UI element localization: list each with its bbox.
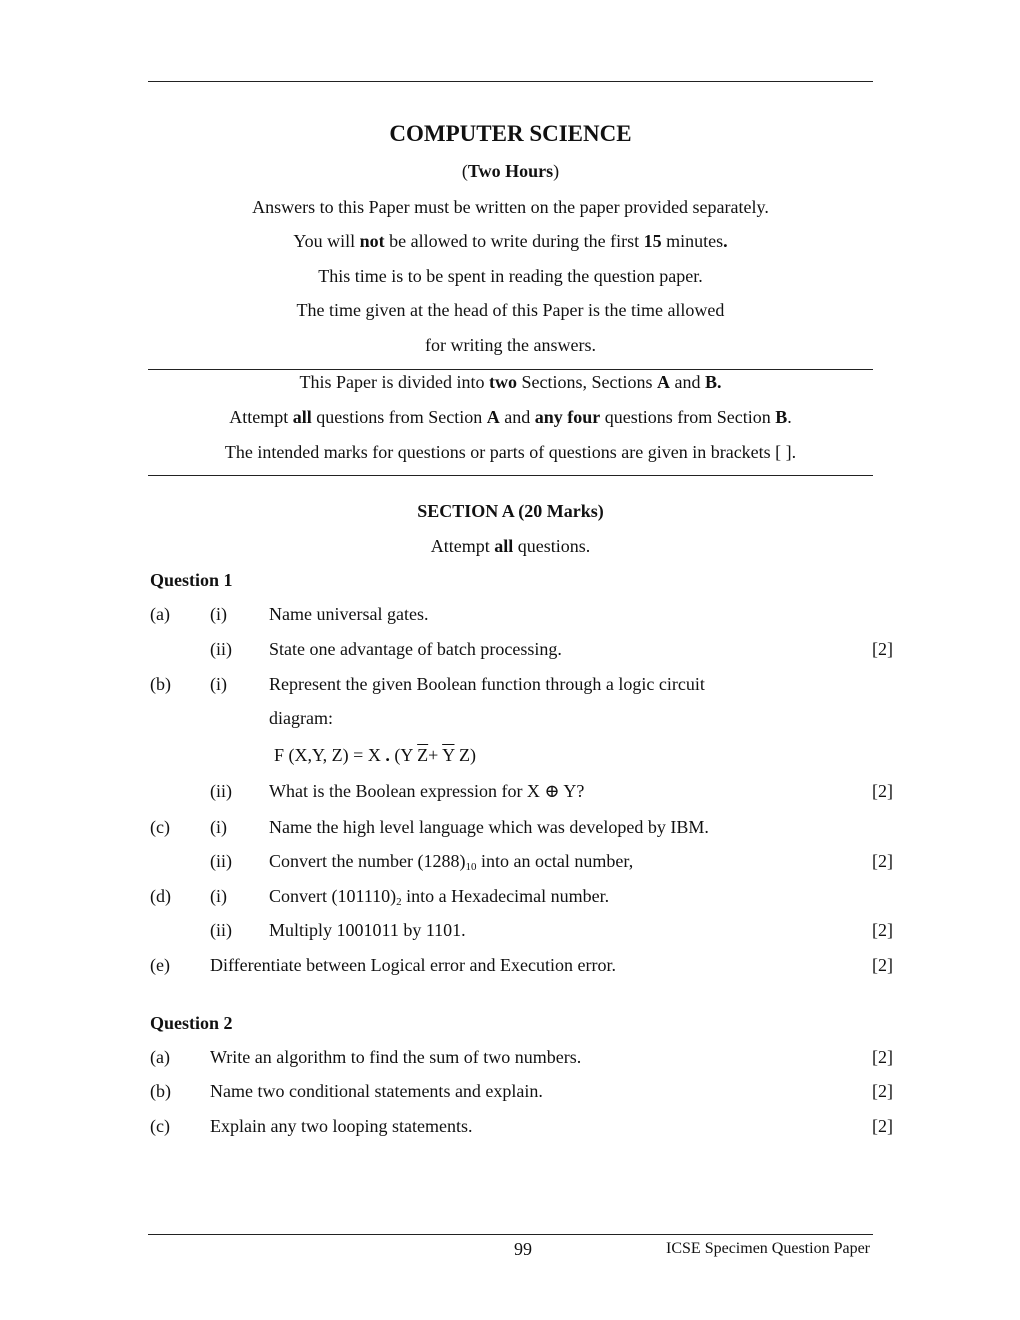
q1-c-ii-label: (ii) bbox=[210, 851, 232, 871]
footer-source: ICSE Specimen Question Paper bbox=[666, 1240, 870, 1257]
q2-a-text: Write an algorithm to find the sum of two numbers. bbox=[210, 1047, 582, 1067]
q1-a-ii-label: (ii) bbox=[210, 639, 232, 659]
q2-b-marks: [2] bbox=[872, 1081, 893, 1101]
instruction-4: The time given at the head of this Paper is the time allowed bbox=[296, 300, 725, 320]
q1-e-text: Differentiate between Logical error and Execution error. bbox=[210, 955, 616, 975]
q1-d-marks: [2] bbox=[872, 920, 893, 940]
q1-b-ii-text: What is the Boolean expression for X ⊕ Y? bbox=[269, 781, 585, 801]
sections-line: This Paper is divided into two Sections, Sections A and B. bbox=[299, 372, 722, 392]
instruction-5: for writing the answers. bbox=[425, 335, 596, 355]
q1-b-label: (b) bbox=[150, 674, 171, 694]
q2-c-marks: [2] bbox=[872, 1116, 893, 1136]
q2-b-text: Name two conditional statements and explain. bbox=[210, 1081, 543, 1101]
q1-b-i-text-cont: diagram: bbox=[269, 708, 333, 728]
q2-c-label: (c) bbox=[150, 1116, 170, 1136]
q1-c-ii-text: Convert the number $(1288)_{10}$ into an octal number, bbox=[269, 851, 634, 873]
top-rule bbox=[148, 81, 873, 82]
q1-c-i-label: (i) bbox=[210, 817, 227, 837]
q1-a-i-text: Name universal gates. bbox=[269, 604, 429, 624]
instruction-2: You will not be allowed to write during the first 15 minutes. bbox=[293, 231, 728, 251]
q1-d-ii-text: Multiply 1001011 by 1101. bbox=[269, 920, 466, 940]
q1-d-label: (d) bbox=[150, 886, 171, 906]
q1-a-marks: [2] bbox=[872, 639, 893, 659]
q2-a-marks: [2] bbox=[872, 1047, 893, 1067]
boolean-formula: F (X,Y, Z) = X . (Y $\overline{Z}+ \overline{Y}$ Z) bbox=[274, 745, 476, 765]
q1-b-ii-label: (ii) bbox=[210, 781, 232, 801]
q1-d-i-label: (i) bbox=[210, 886, 227, 906]
q1-a-label: (a) bbox=[150, 604, 170, 624]
question-2-heading: Question 2 bbox=[150, 1013, 233, 1033]
q1-c-i-text: Name the high level language which was developed by IBM. bbox=[269, 817, 709, 837]
q1-b-marks: [2] bbox=[872, 781, 893, 801]
instructions-rule-top bbox=[148, 369, 873, 370]
y-complement: $\overline{Y}$ bbox=[442, 745, 455, 765]
attempt-line: Attempt all questions from Section A and any four questions from Section B. bbox=[229, 407, 792, 427]
section-a-heading: SECTION A (20 Marks) bbox=[417, 501, 604, 521]
z-complement: $\overline{Z}$ bbox=[417, 745, 429, 765]
duration-text: Two Hours bbox=[467, 161, 554, 181]
instruction-3: This time is to be spent in reading the question paper. bbox=[318, 266, 703, 286]
q1-e-marks: [2] bbox=[872, 955, 893, 975]
section-a-attempt: Attempt all questions. bbox=[430, 536, 591, 556]
instructions-rule-bottom bbox=[148, 475, 873, 476]
duration: (Two Hours) bbox=[461, 161, 560, 181]
q1-d-i-text: Convert $(101110)_2$ into a Hexadecimal number. bbox=[269, 886, 610, 908]
q1-e-label: (e) bbox=[150, 955, 170, 975]
q1-a-i-label: (i) bbox=[210, 604, 227, 624]
q1-a-ii-text: State one advantage of batch processing. bbox=[269, 639, 562, 659]
q2-b-label: (b) bbox=[150, 1081, 171, 1101]
q1-b-i-label: (i) bbox=[210, 674, 227, 694]
q1-c-marks: [2] bbox=[872, 851, 893, 871]
footer-rule bbox=[148, 1234, 873, 1235]
paper-title: COMPUTER SCIENCE bbox=[389, 121, 632, 146]
instruction-1: Answers to this Paper must be written on the paper provided separately. bbox=[252, 197, 769, 217]
q1-b-i-text: Represent the given Boolean function through a logic circuit bbox=[269, 674, 705, 694]
q1-d-ii-label: (ii) bbox=[210, 920, 232, 940]
q2-a-label: (a) bbox=[150, 1047, 170, 1067]
page-number: 99 bbox=[514, 1239, 532, 1259]
marks-line: The intended marks for questions or parts of questions are given in brackets [ ]. bbox=[224, 442, 797, 462]
question-1-heading: Question 1 bbox=[150, 570, 233, 590]
q1-c-label: (c) bbox=[150, 817, 170, 837]
q2-c-text: Explain any two looping statements. bbox=[210, 1116, 473, 1136]
